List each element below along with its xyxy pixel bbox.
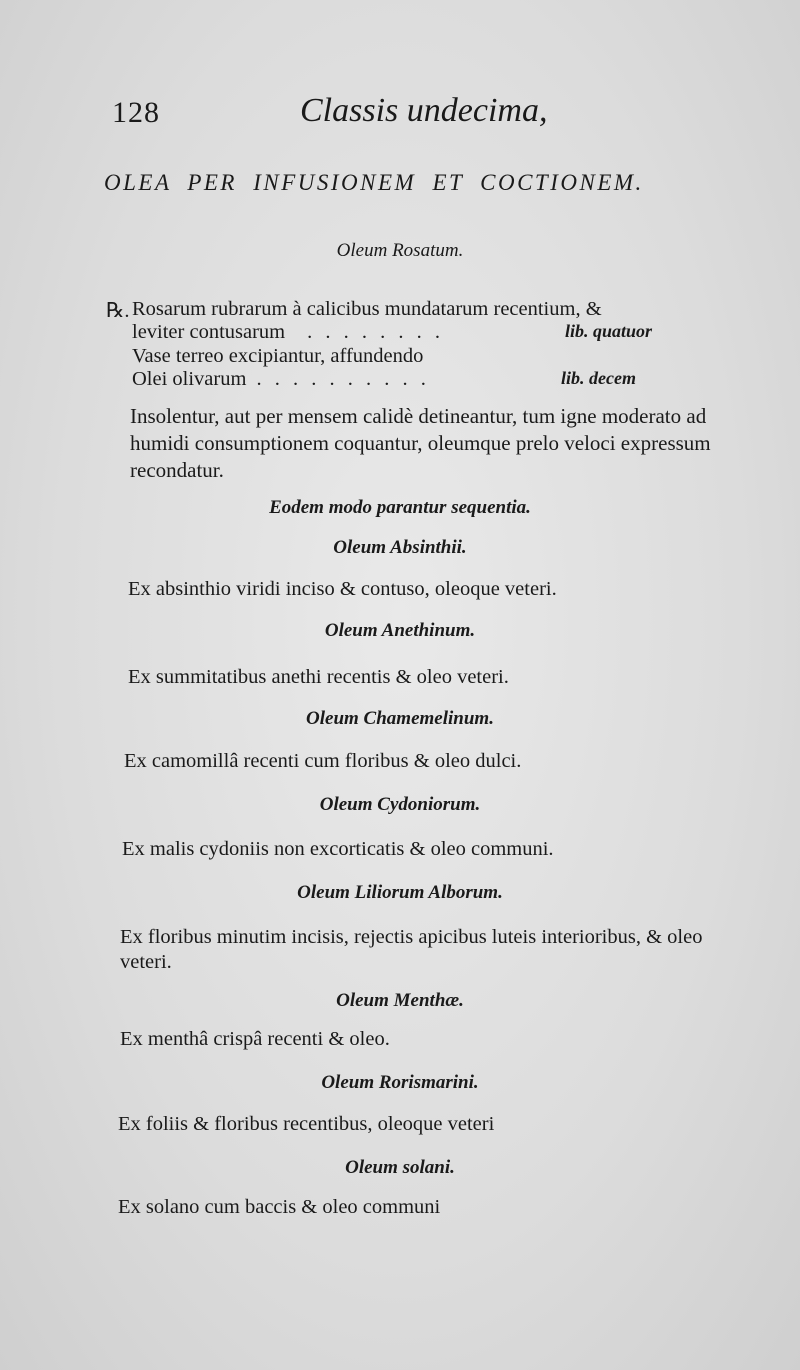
ingredient-line-quantity [132, 368, 636, 391]
recipe-heading: Oleum solani. [345, 1157, 455, 1178]
leader-dots: . . . . . . . . [307, 321, 445, 343]
leader-dots: . . . . . . . . . . [256, 368, 430, 390]
intro-heading: Eodem modo parantur sequentia. [269, 497, 531, 518]
recipe-text: Ex floribus minutim incisis, rejectis apicibus luteis interioribus, & oleo veteri. [120, 926, 703, 973]
ingredient-text: leviter contusarum [132, 321, 286, 343]
recipe-heading: Oleum Anethinum. [324, 620, 476, 641]
recipe-heading: Oleum Rorismarini. [321, 1072, 479, 1093]
section-title: OLEA PER INFUSIONEM ET COCTIONEM. [104, 170, 644, 195]
recipe-heading: Oleum Menthæ. [336, 990, 464, 1011]
recipe-heading-rosatum: Oleum Rosatum. [336, 240, 464, 261]
recipe-text: Ex camomillâ recenti cum floribus & oleo dulci. [124, 750, 522, 772]
ingredient-line-quantity [132, 321, 652, 344]
quantity: lib. quatuor [564, 321, 652, 341]
recipe-text: Ex foliis & floribus recentibus, oleoque veteri [118, 1113, 495, 1135]
ingredient-line: Rosarum rubrarum à calicibus mundatarum recentium, & [132, 298, 602, 320]
ingredient-text: Olei olivarum [132, 368, 247, 390]
recipe-text: Ex absinthio viridi inciso & contuso, oleoque veteri. [128, 578, 557, 600]
recipe-heading: Oleum Chamemelinum. [306, 708, 494, 729]
recipe-text: Ex summitatibus anethi recentis & oleo veteri. [128, 666, 509, 688]
recipe-text: Ex solano cum baccis & oleo communi [118, 1196, 441, 1218]
running-head: Classis undecima, [300, 92, 548, 129]
recipe-heading: Oleum Absinthii. [333, 537, 467, 558]
recipe-text: Ex malis cydoniis non excorticatis & oleo communi. [122, 838, 554, 860]
recipe-text: Ex menthâ crispâ recenti & oleo. [120, 1028, 390, 1050]
quantity: lib. decem [561, 368, 636, 388]
instruction-paragraph: Insolentur, aut per mensem calidè detineantur, tum igne moderato ad humidi consumptionem coquantur, oleumque prelo veloci expressum recondatur. [130, 404, 711, 482]
recipe-heading: Oleum Cydoniorum. [319, 794, 481, 815]
ingredient-line: Vase terreo excipiantur, affundendo [132, 345, 424, 367]
recipe-heading: Oleum Liliorum Alborum. [297, 882, 503, 903]
recipe-sign: ℞. [106, 300, 130, 322]
page-number: 128 [112, 96, 160, 129]
